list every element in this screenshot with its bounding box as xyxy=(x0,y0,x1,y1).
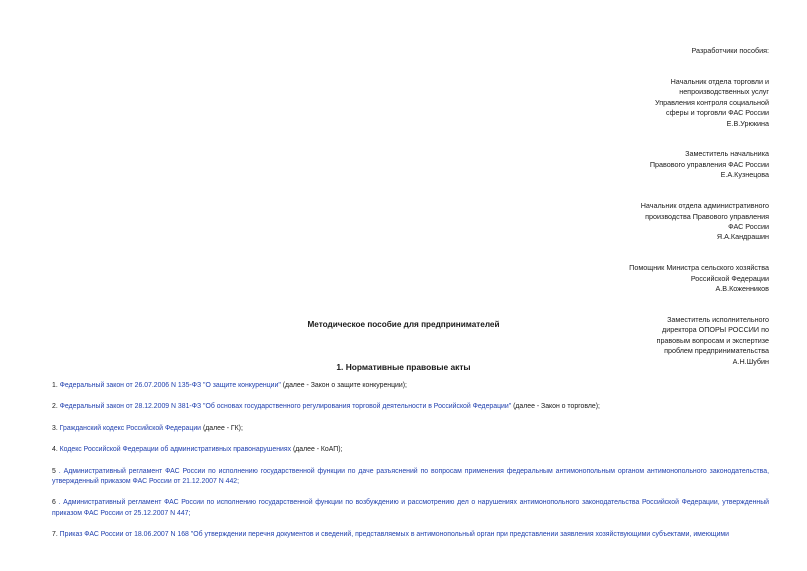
author-line: ФАС России xyxy=(728,221,769,231)
item-number: 5 xyxy=(52,467,56,475)
author-line: Заместитель исполнительного xyxy=(667,315,769,324)
author-line: Помощник Министра сельского хозяйства xyxy=(629,263,769,273)
item-number: 7. xyxy=(52,531,58,539)
author-line: правовым вопросам и экспертизе xyxy=(656,335,769,345)
author-line: Правового управления ФАС России xyxy=(649,159,769,169)
item-text: (далее - Закон о торговле); xyxy=(511,403,600,411)
list-item xyxy=(52,467,769,488)
authors-heading: Разработчики пособия: xyxy=(691,46,769,55)
legal-act-link[interactable]: Приказ ФАС России от 18.06.2007 N 168 "Об утверждении перечня документов и сведений, представляемых в антимонопольный орган при представлении заявления хозяйствующими субъектами, имеющими xyxy=(59,531,730,539)
author-name: Е.А.Кузнецова xyxy=(720,170,769,180)
legal-act-link[interactable]: Гражданский кодекс Российской Федерации xyxy=(59,424,202,432)
legal-act-link[interactable]: . Административный регламент ФАС России по исполнению государственной функции по возбуждению и рассмотрению дел о нарушениях антимонопольного законодательства Российской Федерации, утвержденный приказом ФАС России от 25.12.2007 N 447; xyxy=(52,499,769,517)
author-line: проблем предпринимательства xyxy=(664,346,769,356)
author-name: Е.В.Урюкина xyxy=(726,118,769,128)
legal-acts-list xyxy=(52,381,769,552)
author-name: А.Н.Шубин xyxy=(732,356,769,366)
author-line: Начальник отдела административного xyxy=(640,201,769,211)
item-number: 3. xyxy=(52,424,58,432)
author-line: непроизводственных услуг xyxy=(679,87,769,97)
item-number: 4. xyxy=(52,446,58,454)
list-item xyxy=(52,498,769,519)
item-number: 6 xyxy=(52,499,56,507)
author-block xyxy=(509,149,769,180)
legal-act-link[interactable]: Федеральный закон от 28.12.2009 N 381-ФЗ "Об основах государственного регулирования торговой деятельности в Российской Федерации" xyxy=(59,403,512,411)
legal-act-link[interactable]: Федеральный закон от 26.07.2006 N 135-ФЗ "О защите конкуренции" xyxy=(59,382,281,389)
author-block xyxy=(509,263,769,294)
list-item xyxy=(52,445,769,455)
legal-act-link[interactable]: . Административный регламент ФАС России по исполнению государственной функции по даче разъяснений по вопросам применения федеральным антимонопольным органом антимонопольного законодательства, утвержденный приказом ФАС России от 21.12.2007 N 442; xyxy=(52,467,769,486)
author-line: Управления контроля социальной xyxy=(655,97,769,107)
authors-heading-block xyxy=(509,46,769,56)
author-line: Начальник отдела торговли и xyxy=(670,76,769,86)
document-title: Методическое пособие для предпринимателей xyxy=(307,320,500,329)
list-item xyxy=(52,381,769,391)
item-text: (далее - Закон о защите конкуренции); xyxy=(280,382,407,389)
item-number: 2. xyxy=(52,403,58,411)
legal-act-link[interactable]: Кодекс Российской Федерации об административных правонарушениях xyxy=(59,446,292,454)
list-item xyxy=(52,402,769,412)
section-title: 1. Нормативные правовые акты xyxy=(336,362,471,372)
author-line: сферы и торговли ФАС России xyxy=(665,108,769,118)
author-line: Заместитель начальника xyxy=(685,149,769,159)
author-name: А.В.Коженников xyxy=(715,284,769,294)
list-item xyxy=(52,424,769,434)
author-name: Я.А.Кандрашин xyxy=(716,232,769,242)
author-line: производства Правового управления xyxy=(645,211,769,221)
list-item xyxy=(52,530,769,540)
authors-block xyxy=(509,46,769,388)
item-text: (далее - ГК); xyxy=(201,424,243,432)
author-line: Российской Федерации xyxy=(690,273,769,283)
item-text: (далее - КоАП); xyxy=(291,446,343,454)
author-block xyxy=(509,77,769,129)
author-block xyxy=(509,201,769,243)
author-line: директора ОПОРЫ РОССИИ по xyxy=(662,325,769,335)
item-number: 1. xyxy=(52,382,58,389)
